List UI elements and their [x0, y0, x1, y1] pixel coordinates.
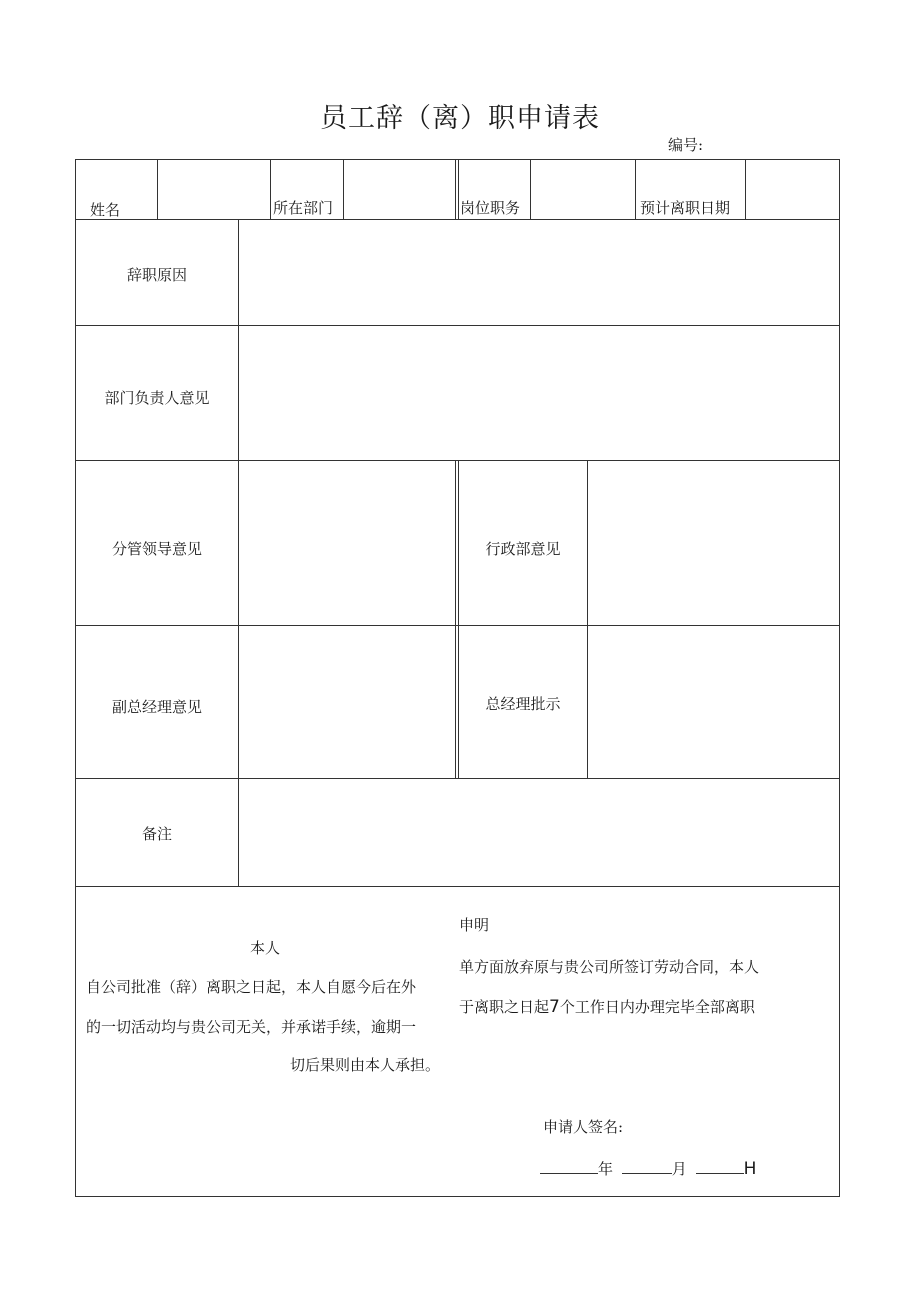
resign-reason-label: 辞职原因 [126, 266, 187, 284]
declaration-line1-left: 自公司批准（辞）离职之日起，本人自愿今后在外 [86, 978, 417, 996]
col-divider [635, 159, 636, 219]
gm-instruction-field[interactable] [588, 626, 839, 778]
col-divider [270, 159, 271, 219]
month-label: 月 [671, 1160, 687, 1178]
department-field[interactable] [344, 160, 455, 219]
declaration-heading-left: 本人 [250, 939, 281, 957]
month-blank[interactable] [622, 1159, 672, 1174]
date-line [540, 1158, 756, 1179]
declaration-line2-right [459, 996, 755, 1017]
declaration-line3-left: 切后果则由本人承担。 [290, 1056, 441, 1074]
gm-instruction-label: 总经理批示 [485, 695, 561, 713]
declaration-line2-right-a: 于离职之日起 [459, 998, 550, 1016]
col-divider [458, 460, 459, 778]
department-label: 所在部门 [273, 199, 334, 217]
leave-date-label: 预计离职日期 [640, 199, 731, 217]
day-blank[interactable] [696, 1159, 744, 1174]
day-label: H [743, 1159, 757, 1179]
deputy-gm-opinion-label: 副总经理意见 [111, 698, 202, 716]
remarks-label: 备注 [141, 825, 172, 843]
serial-number-label: 编号: [668, 136, 704, 154]
table-border-left [75, 159, 76, 1196]
resign-reason-field[interactable] [239, 220, 839, 325]
position-field[interactable] [531, 160, 635, 219]
declaration-line1-right: 单方面放弃原与贵公司所签订劳动合同，本人 [459, 958, 760, 976]
dept-head-opinion-label: 部门负责人意见 [104, 389, 210, 407]
leave-date-field[interactable] [746, 160, 839, 219]
admin-opinion-label: 行政部意见 [485, 540, 561, 558]
admin-opinion-field[interactable] [588, 461, 839, 625]
form-title: 员工辞（离）职申请表 [320, 103, 600, 134]
dept-head-opinion-field[interactable] [239, 326, 839, 460]
signature-label: 申请人签名: [543, 1118, 624, 1136]
name-label: 姓名 [90, 201, 121, 219]
col-divider [458, 159, 459, 219]
year-label: 年 [598, 1160, 614, 1178]
supervisor-opinion-field[interactable] [239, 461, 455, 625]
year-blank[interactable] [540, 1159, 598, 1174]
table-border-bottom [75, 1196, 840, 1197]
name-field[interactable] [158, 160, 270, 219]
declaration-days-number: 7 [549, 997, 560, 1017]
row-divider [75, 886, 840, 887]
table-border-right [839, 159, 840, 1196]
declaration-line2-left: 的一切活动均与贵公司无关，并承诺手续，逾期一 [86, 1018, 417, 1036]
remarks-field[interactable] [239, 779, 839, 886]
declaration-heading-right: 申明 [459, 916, 490, 934]
supervisor-opinion-label: 分管领导意见 [111, 540, 202, 558]
position-label: 岗位职务 [460, 199, 521, 217]
col-divider [455, 460, 456, 778]
declaration-line2-right-b: 个工作日内办理完毕全部离职 [559, 998, 755, 1016]
col-divider [455, 159, 456, 219]
deputy-gm-opinion-field[interactable] [239, 626, 455, 778]
